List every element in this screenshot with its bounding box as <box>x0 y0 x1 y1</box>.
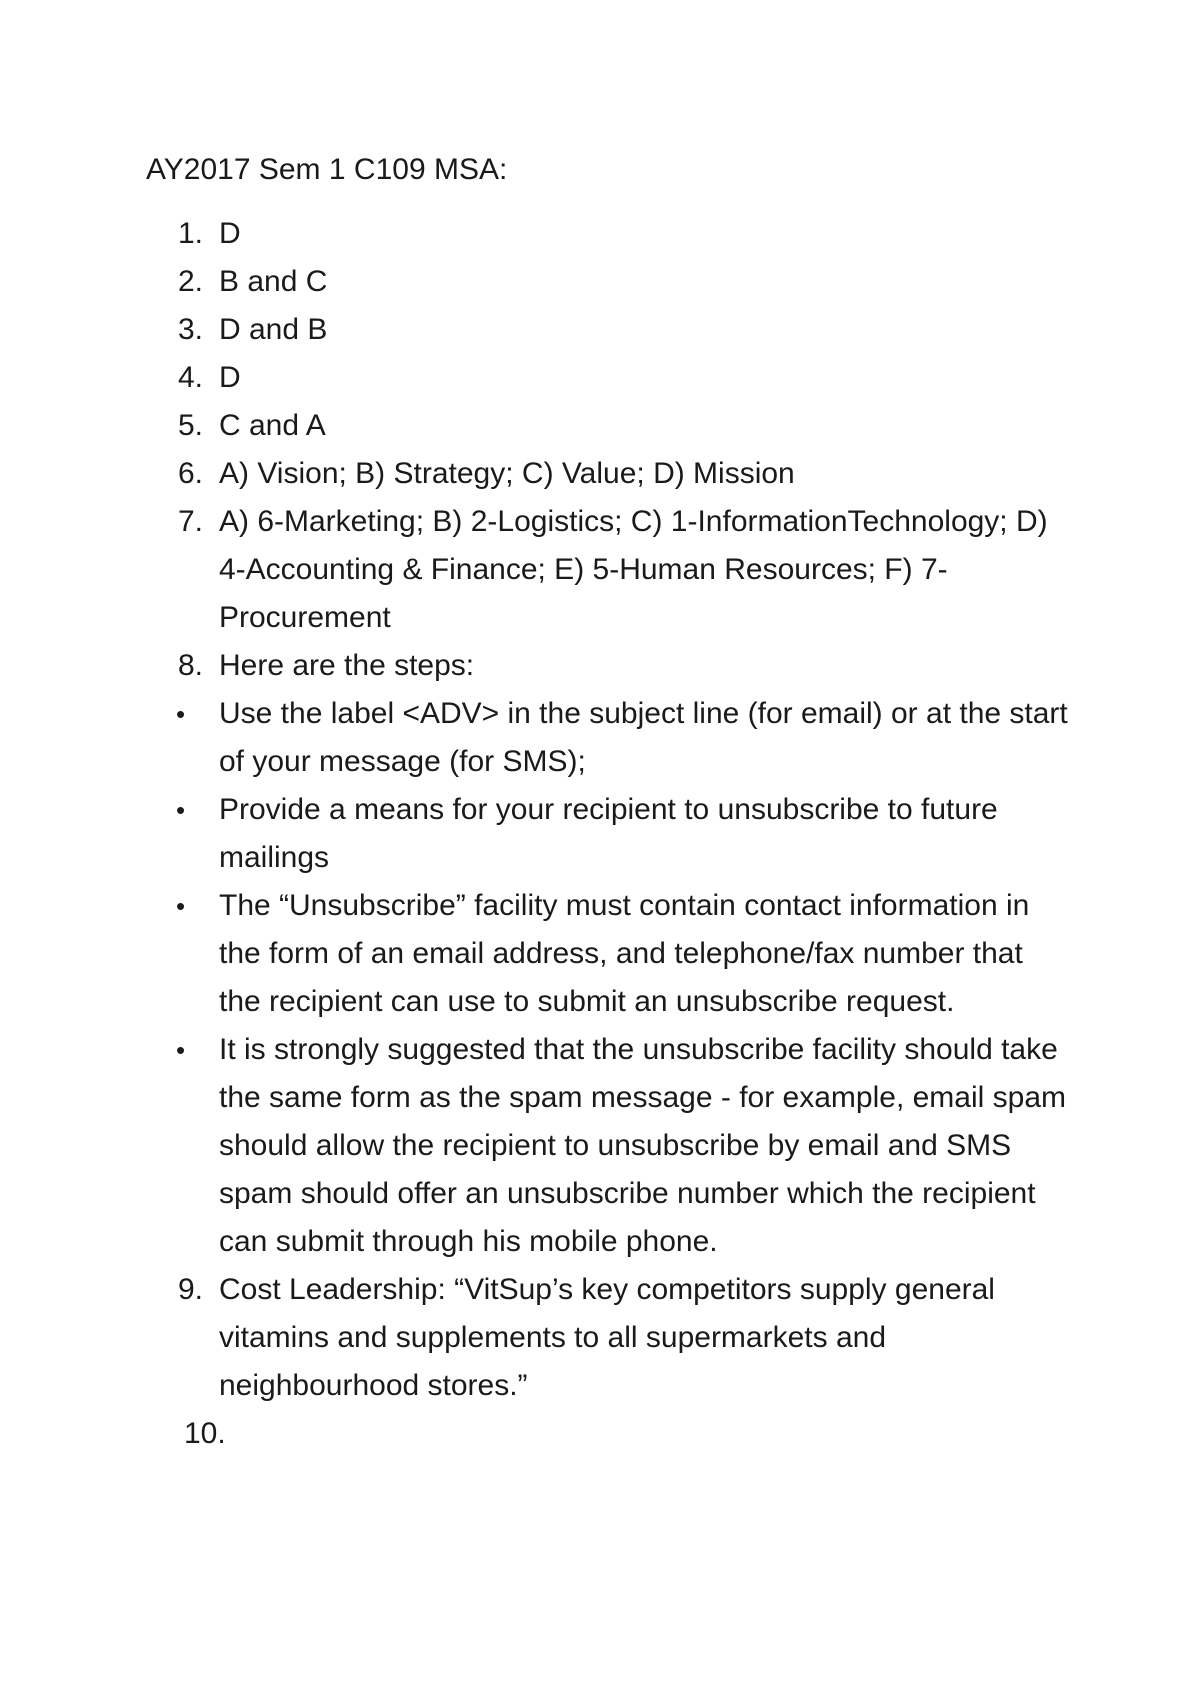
bullet-icon: • <box>176 1035 186 1065</box>
item-text: B and C <box>219 265 328 298</box>
step-bullet-2 <box>0 786 1200 882</box>
item-text: A) 6-Marketing; B) 2-Logistics; C) 1-InformationTechnology; D) 4-Accounting & Finance; E) 5-Human Resources; F) 7-Procurement <box>219 505 1048 634</box>
step-bullet-4 <box>0 1026 1200 1266</box>
answer-item-2 <box>0 258 1200 306</box>
answer-item-8 <box>0 642 1200 690</box>
item-text: D <box>219 361 241 394</box>
answer-list <box>0 210 1200 1458</box>
item-text: A) Vision; B) Strategy; C) Value; D) Mission <box>219 457 795 490</box>
bullet-icon: • <box>176 891 186 921</box>
item-number: 7. <box>178 505 204 538</box>
answer-item-9 <box>0 1266 1200 1410</box>
item-number: 1. <box>178 217 204 250</box>
item-number: 3. <box>178 313 204 346</box>
step-bullet-1 <box>0 690 1200 786</box>
answer-item-6 <box>0 450 1200 498</box>
answer-item-4 <box>0 354 1200 402</box>
answer-item-1 <box>0 210 1200 258</box>
item-number: 6. <box>178 457 204 490</box>
step-bullet-3 <box>0 882 1200 1026</box>
item-number: 4. <box>178 361 204 394</box>
answer-item-7 <box>0 498 1200 642</box>
item-text: D and B <box>219 313 328 346</box>
item-number: 9. <box>178 1273 204 1306</box>
item-text: C and A <box>219 409 326 442</box>
item-text: The “Unsubscribe” facility must contain contact information in the form of an email address, and telephone/fax number that the recipient can use to submit an unsubscribe request. <box>219 889 1030 1018</box>
bullet-icon: • <box>176 699 186 729</box>
item-number: 8. <box>178 649 204 682</box>
item-text: It is strongly suggested that the unsubscribe facility should take the same form as the spam message - for example, email spam should allow the recipient to unsubscribe by email and SMS spam should offer an unsubscribe number which the recipient can submit through his mobile phone. <box>219 1033 1067 1258</box>
answer-item-3 <box>0 306 1200 354</box>
item-number: 2. <box>178 265 204 298</box>
item-text: Cost Leadership: “VitSup’s key competitors supply general vitamins and supplements to all supermarkets and neighbourhood stores.” <box>219 1273 995 1402</box>
item-text: Here are the steps: <box>219 649 475 682</box>
item-text: Use the label <ADV> in the subject line (for email) or at the start of your message (for SMS); <box>219 697 1068 778</box>
item-text: D <box>219 217 241 250</box>
answer-item-10 <box>0 1410 1200 1458</box>
bullet-icon: • <box>176 795 186 825</box>
item-number: 5. <box>178 409 204 442</box>
item-number: 10. <box>184 1417 226 1450</box>
item-text: Provide a means for your recipient to unsubscribe to future mailings <box>219 793 998 874</box>
document-title: AY2017 Sem 1 C109 MSA: <box>146 153 508 186</box>
answer-item-5 <box>0 402 1200 450</box>
